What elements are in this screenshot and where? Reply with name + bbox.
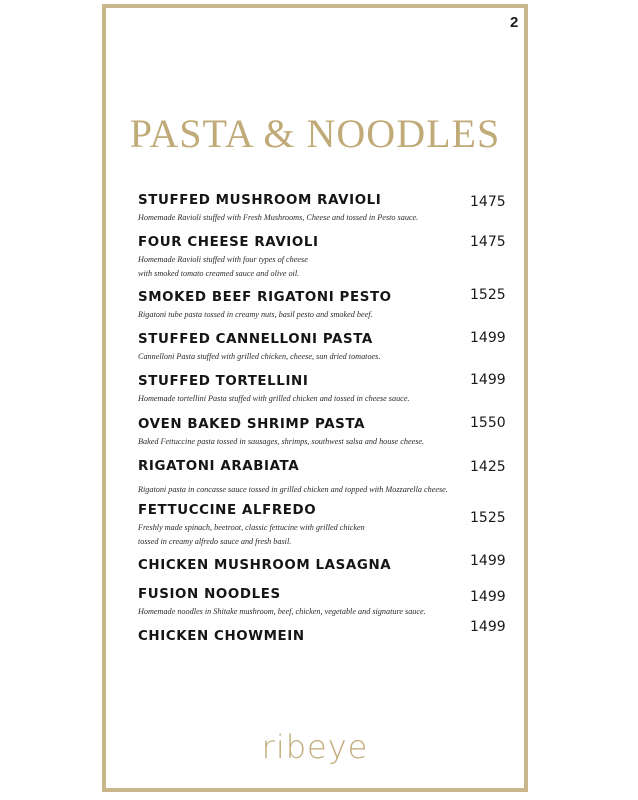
item-description: Homemade noodles in Shitake mushroom, beef, chicken, vegetable and signature sauce. [138,607,426,616]
item-price: 1499 [470,589,506,605]
brand-logo: ribeye [261,728,369,766]
item-description: Cannelloni Pasta stuffed with grilled chicken, cheese, sun dried tomatoes. [138,352,381,361]
item-description: with smoked tomato creamed sauce and olive oil. [138,269,300,278]
item-price: 1525 [470,287,506,303]
item-price: 1425 [470,459,506,475]
item-price: 1499 [470,372,506,388]
item-price: 1475 [470,194,506,210]
item-price: 1525 [470,510,506,526]
menu-item [138,502,468,549]
item-name: CHICKEN CHOWMEIN [138,629,305,644]
menu-item [138,289,468,322]
item-name: RIGATONI ARABIATA [138,459,300,474]
item-description: tossed in creamy alfredo sauce and fresh basil. [138,537,292,546]
item-description: Rigatoni pasta in concasse sauce tossed in grilled chicken and topped with Mozzarella cheese. [138,485,448,494]
item-name: STUFFED MUSHROOM RAVIOLI [138,193,382,208]
menu-item [138,586,468,619]
item-description: Homemade Ravioli stuffed with Fresh Mushrooms, Cheese and tossed in Pesto sauce. [138,213,419,222]
item-description: Freshly made spinach, beetroot, classic fettucine with grilled chicken [138,523,365,532]
item-name: STUFFED TORTELLINI [138,374,309,389]
item-name: STUFFED CANNELLONI PASTA [138,332,373,347]
page-number: 2 [510,14,519,31]
item-name: FOUR CHEESE RAVIOLI [138,235,319,250]
menu-title: PASTA & NOODLES [129,111,501,156]
item-description: Baked Fettuccine pasta tossed in sausages, shrimps, southwest salsa and house cheese. [138,437,425,446]
item-name: OVEN BAKED SHRIMP PASTA [138,417,366,432]
item-price: 1499 [470,330,506,346]
item-name: CHICKEN MUSHROOM LASAGNA [138,558,392,573]
menu-item [138,234,468,281]
item-price: 1475 [470,234,506,250]
item-description: Homemade tortellini Pasta stuffed with grilled chicken and tossed in cheese sauce. [138,394,410,403]
item-description: Homemade Ravioli stuffed with four types of cheese [138,255,308,264]
menu-item [138,373,468,406]
item-name: FUSION NOODLES [138,587,281,602]
menu-item [138,458,468,497]
item-price: 1550 [470,415,506,431]
item-name: SMOKED BEEF RIGATONI PESTO [138,290,392,305]
menu-item [138,192,468,225]
item-name: FETTUCCINE ALFREDO [138,503,317,518]
menu-item [138,331,468,364]
item-description: Rigatoni tube pasta tossed in creamy nuts, basil pesto and smoked beef. [138,310,373,319]
item-price: 1499 [470,619,506,635]
item-price: 1499 [470,553,506,569]
menu-item [138,557,468,575]
menu-item [138,416,468,449]
menu-item [138,628,468,646]
